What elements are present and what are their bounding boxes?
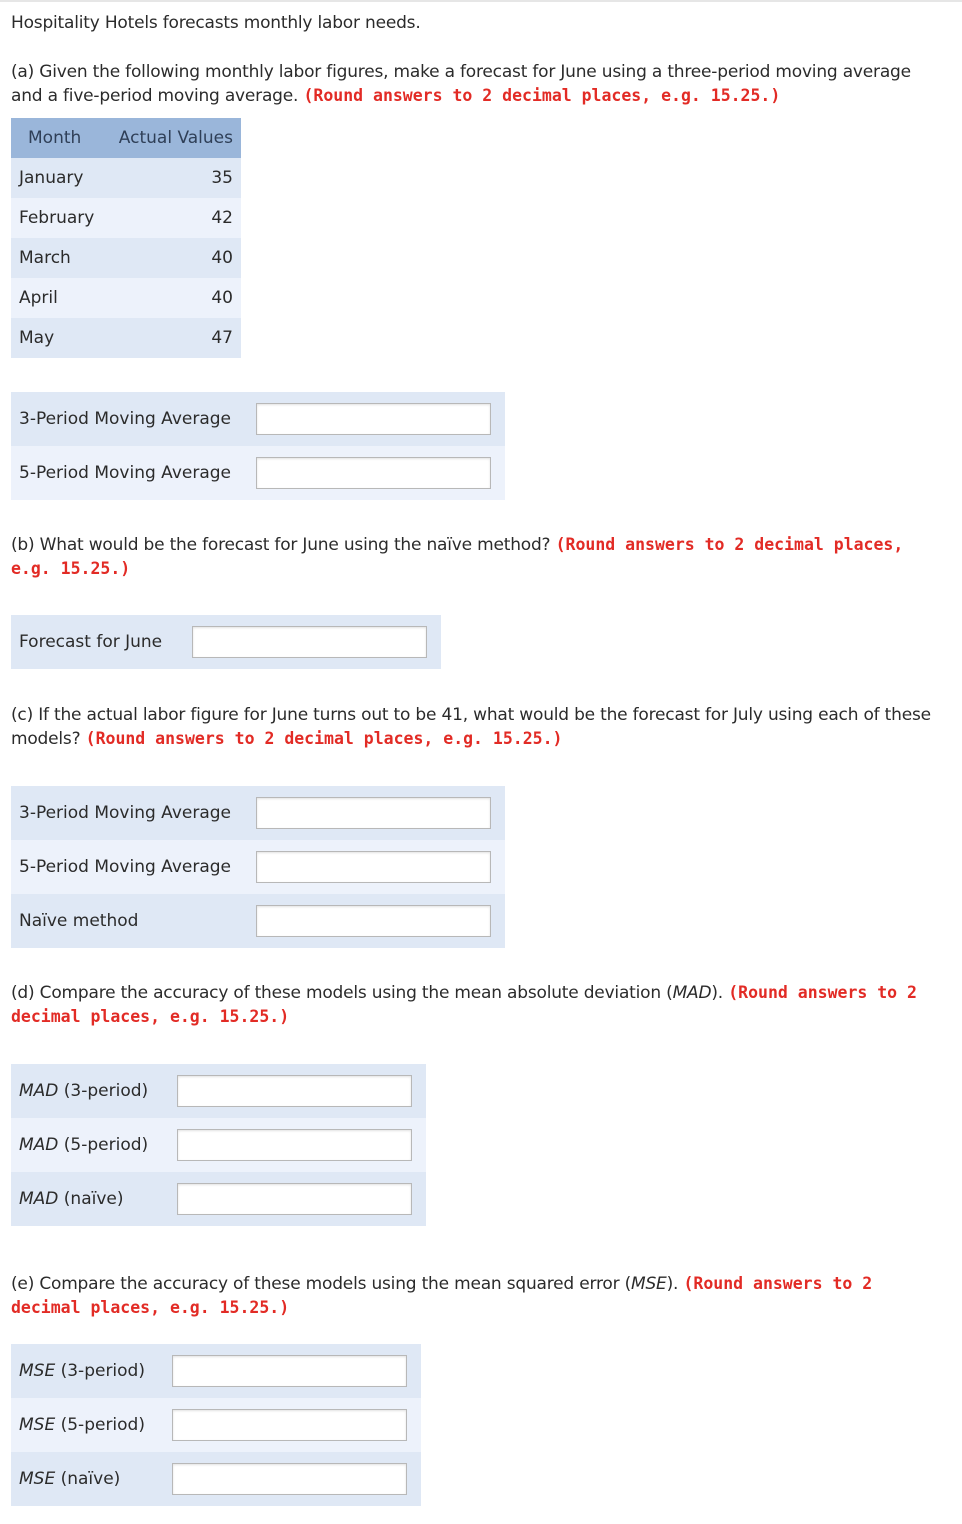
month-cell: May xyxy=(19,328,55,348)
label-rest: (5-period) xyxy=(55,1415,145,1435)
part-c-text: (c) If the actual labor figure for June turns out to be 41, what would be the forecast for July using each of these models? xyxy=(11,705,931,749)
month-header: Month xyxy=(11,118,106,158)
answer-row-mse-3 xyxy=(11,1344,421,1398)
value-cell: 40 xyxy=(211,288,233,308)
month-cell: March xyxy=(19,248,71,268)
part-a-answers xyxy=(11,392,505,500)
field-label xyxy=(19,1415,145,1435)
table-row xyxy=(11,318,241,358)
mse-5-period-input[interactable] xyxy=(172,1409,407,1441)
answer-row-mse-5 xyxy=(11,1398,421,1452)
answer-row-mad-naive xyxy=(11,1172,426,1226)
part-e-question xyxy=(11,1272,946,1320)
value-cell: 40 xyxy=(211,248,233,268)
mse-naive-input[interactable] xyxy=(172,1463,407,1495)
answer-row-forecast-june xyxy=(11,615,441,669)
field-label xyxy=(19,1189,124,1209)
mad-naive-input[interactable] xyxy=(177,1183,412,1215)
value-cell: 42 xyxy=(211,208,233,228)
answer-row-mse-naive xyxy=(11,1452,421,1506)
july-naive-input[interactable] xyxy=(256,905,491,937)
month-cell: January xyxy=(19,168,84,188)
part-a-rounding-note: (Round answers to 2 decimal places, e.g. 15.25.) xyxy=(303,86,781,105)
answer-row-5-period-july xyxy=(11,840,505,894)
mad-abbr: MAD xyxy=(672,983,712,1003)
mse-abbr: MSE xyxy=(19,1415,56,1435)
answer-row-naive-july xyxy=(11,894,505,948)
june-5-period-ma-input[interactable] xyxy=(256,457,491,489)
labor-table xyxy=(11,118,241,358)
part-d-text-end: ). xyxy=(711,983,724,1003)
part-b-answers xyxy=(11,615,441,669)
part-a-question xyxy=(11,60,946,108)
actual-values-header: Actual Values xyxy=(106,118,241,158)
field-label xyxy=(19,1361,145,1381)
answer-row-mad-5 xyxy=(11,1118,426,1172)
part-d-answers xyxy=(11,1064,426,1226)
july-5-period-ma-input[interactable] xyxy=(256,851,491,883)
part-e-text-start: (e) Compare the accuracy of these models using the mean squared error ( xyxy=(11,1274,631,1294)
field-label: 5-Period Moving Average xyxy=(19,463,231,483)
june-3-period-ma-input[interactable] xyxy=(256,403,491,435)
part-c-answers xyxy=(11,786,505,948)
month-cell: April xyxy=(19,288,58,308)
label-rest: (5-period) xyxy=(58,1135,149,1155)
field-label: 5-Period Moving Average xyxy=(19,857,231,877)
mse-3-period-input[interactable] xyxy=(172,1355,407,1387)
mad-abbr: MAD xyxy=(19,1189,59,1209)
mad-3-period-input[interactable] xyxy=(177,1075,412,1107)
field-label: Naïve method xyxy=(19,911,139,931)
field-label: Forecast for June xyxy=(19,632,163,652)
july-3-period-ma-input[interactable] xyxy=(256,797,491,829)
answer-row-3-period-july xyxy=(11,786,505,840)
part-b-rounding-note: (Round answers to 2 decimal places, e.g. 15.25.) xyxy=(11,535,904,578)
mse-abbr: MSE xyxy=(19,1469,56,1489)
value-cell: 35 xyxy=(211,168,233,188)
part-d-text-start: (d) Compare the accuracy of these models using the mean absolute deviation ( xyxy=(11,983,673,1003)
part-d-question xyxy=(11,981,946,1029)
intro-text: Hospitality Hotels forecasts monthly labor needs. xyxy=(11,13,421,33)
label-rest: (3-period) xyxy=(58,1081,149,1101)
label-rest: (naïve) xyxy=(58,1189,124,1209)
part-b-question xyxy=(11,533,946,581)
mad-5-period-input[interactable] xyxy=(177,1129,412,1161)
mad-abbr: MAD xyxy=(19,1081,59,1101)
part-c-question xyxy=(11,703,946,751)
field-label xyxy=(19,1135,148,1155)
top-border xyxy=(0,0,962,2)
part-e-rounding-note: (Round answers to 2 decimal places, e.g. 15.25.) xyxy=(11,1274,873,1317)
label-rest: (naïve) xyxy=(55,1469,121,1489)
part-b-text: (b) What would be the forecast for June using the naïve method? xyxy=(11,535,551,555)
answer-row-mad-3 xyxy=(11,1064,426,1118)
answer-row-3-period-june xyxy=(11,392,505,446)
june-naive-forecast-input[interactable] xyxy=(192,626,427,658)
mse-abbr: MSE xyxy=(19,1361,56,1381)
part-c-rounding-note: (Round answers to 2 decimal places, e.g. 15.25.) xyxy=(85,729,563,748)
part-e-answers xyxy=(11,1344,421,1506)
field-label xyxy=(19,1469,120,1489)
value-cell: 47 xyxy=(211,328,233,348)
part-e-text-end: ). xyxy=(666,1274,679,1294)
table-row xyxy=(11,198,241,238)
label-rest: (3-period) xyxy=(55,1361,145,1381)
table-row xyxy=(11,278,241,318)
field-label: 3-Period Moving Average xyxy=(19,803,231,823)
field-label: 3-Period Moving Average xyxy=(19,409,231,429)
part-d-rounding-note: (Round answers to 2 decimal places, e.g. 15.25.) xyxy=(11,983,917,1026)
answer-row-5-period-june xyxy=(11,446,505,500)
mad-abbr: MAD xyxy=(19,1135,59,1155)
mse-abbr: MSE xyxy=(631,1274,667,1294)
part-a-text: (a) Given the following monthly labor figures, make a forecast for June using a three-period moving average and a five-period moving average. xyxy=(11,62,911,106)
table-row xyxy=(11,238,241,278)
month-cell: February xyxy=(19,208,95,228)
table-header-row xyxy=(11,118,241,158)
field-label xyxy=(19,1081,148,1101)
table-row xyxy=(11,158,241,198)
